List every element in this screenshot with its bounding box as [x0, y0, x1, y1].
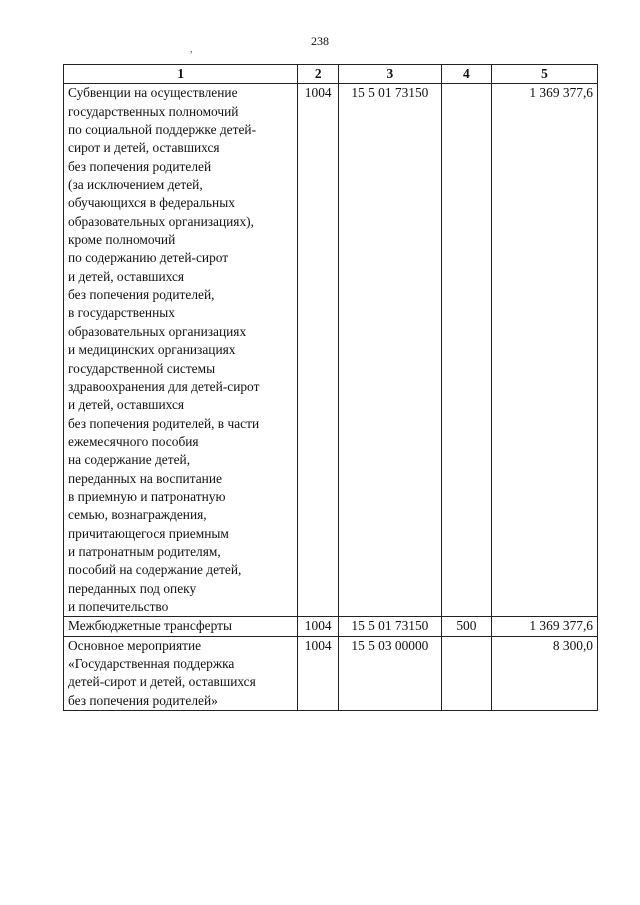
table-header [64, 65, 598, 84]
header-col-3: 3 [339, 65, 442, 84]
header-col-1: 1 [64, 65, 298, 84]
row-target-article: 15 5 01 73150 [339, 617, 442, 636]
row-target-article: 15 5 03 00000 [339, 636, 442, 710]
page-number: 238 [311, 34, 329, 48]
row-target-article: 15 5 01 73150 [339, 84, 442, 617]
row-name: Основное мероприятие «Государственная поддержка детей-сирот и детей, оставшихся без попечения родителей» [64, 636, 298, 710]
row-amount: 1 369 377,6 [492, 617, 598, 636]
table-row [64, 636, 598, 710]
header-col-4: 4 [441, 65, 491, 84]
header-col-5: 5 [492, 65, 598, 84]
table-row [64, 84, 598, 617]
table-row [64, 617, 598, 636]
header-row [64, 65, 598, 84]
row-expense-type: 500 [441, 617, 491, 636]
row-name: Субвенции на осуществление государственных полномочий по социальной поддержке детей- сирот и детей, оставшихся без попечения родителей (за исключением детей, обучающихся в федеральных образовательных организациях), кроме полномочий по содержанию детей-сирот и детей, оставшихся без попечения родителей, в государственных образовательных организациях и медицинских организациях государственной системы здравоохранения для детей-сирот и детей, оставшихся без попечения родителей, в части ежемесячного пособия на содержание детей, переданных на воспитание в приемную и патронатную семью, вознаграждения, причитающегося приемным и патронатным родителям, пособий на содержание детей, переданных под опеку и попечительство [64, 84, 298, 617]
row-section-code: 1004 [298, 617, 339, 636]
row-amount: 1 369 377,6 [492, 84, 598, 617]
header-col-2: 2 [298, 65, 339, 84]
row-expense-type [441, 636, 491, 710]
row-section-code: 1004 [298, 636, 339, 710]
scan-speck: , [190, 44, 193, 55]
row-name: Межбюджетные трансферты [64, 617, 298, 636]
budget-table [63, 64, 598, 711]
row-expense-type [441, 84, 491, 617]
row-section-code: 1004 [298, 84, 339, 617]
row-amount: 8 300,0 [492, 636, 598, 710]
table-body [64, 84, 598, 711]
